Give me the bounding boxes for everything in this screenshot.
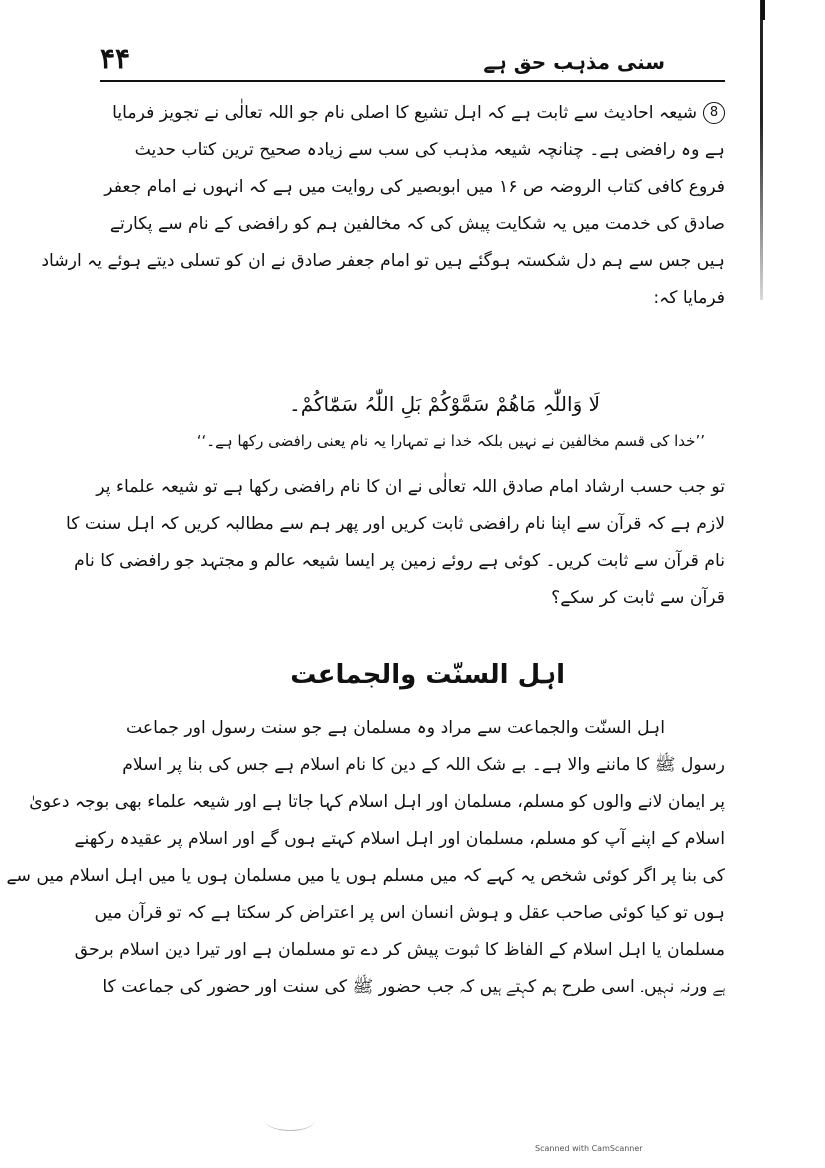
section-2-paragraph (65, 470, 725, 618)
text-line: کی بنا پر اگر کوئی شخص یہ کہے کہ میں مسلم ہوں یا میں مسلمان ہوں یا میں اہل اسلام میں سے (6, 866, 725, 886)
text-line: تو جب حسب ارشاد امام صادق اللہ تعالٰی نے ان کا نام رافضی رکھا ہے تو شیعہ علماء پر (96, 477, 725, 497)
text-line: 8شیعہ احادیث سے ثابت ہے کہ اہل تشیع کا اصلی نام جو اللہ تعالٰی نے تجویز فرمایا (100, 95, 725, 132)
scanner-watermark: Scanned with CamScanner (535, 1144, 643, 1153)
text-line: نام قرآن سے ثابت کریں۔ کوئی ہے روئے زمین پر ایسا شیعہ عالم و مجتہد جو رافضی کا نام (74, 551, 725, 571)
page-number: ۴۴ (100, 42, 131, 75)
text-line: ہوں تو کیا کوئی صاحب عقل و ہوش انسان اس پر اعتراض کر سکتا ہے کہ تو قرآن میں (94, 903, 725, 923)
section-3-paragraph (6, 710, 725, 1006)
text-line: مسلمان یا اہل اسلام کے الفاظ کا ثبوت پیش کر دے تو مسلمان ہے اور تیرا دین اسلام برحق (74, 940, 725, 960)
scan-artifact-arc (265, 1110, 315, 1131)
text-line: لازم ہے کہ قرآن سے اپنا نام رافضی ثابت کریں اور پھر ہم سے مطالبہ کریں کہ اہل سنت کا (65, 514, 725, 534)
text-line: فرمایا کہ: (653, 288, 725, 308)
arabic-quotation: لَا وَاللّٰہِ مَاھُمْ سَمَّوْکُمْ بَلِ اللّٰہُ سَمّٰاکُمْ۔ (288, 392, 600, 416)
text-line: صادق کی خدمت میں یہ شکایت پیش کی کہ مخالفین ہم کو رافضی کے نام سے پکارتے (109, 214, 725, 234)
scan-edge-mark-top (761, 0, 765, 20)
text-line: رسول ﷺ کا ماننے والا ہے۔ بے شک اللہ کے دین کا نام اسلام ہے جس کی بنا پر اسلام (122, 755, 725, 775)
section-heading: اہل السنّت والجماعت (290, 660, 565, 690)
item-number-badge: 8 (703, 102, 725, 124)
text-line: فروع کافی کتاب الروضہ ص ۱۶ میں ابوبصیر کی روایت میں ہے کہ انہوں نے امام جعفر (104, 177, 725, 197)
text-line: اہل السنّت والجماعت سے مراد وہ مسلمان ہے جو سنت رسول اور جماعت (125, 718, 665, 738)
text-line: ہے وہ رافضی ہے۔ چنانچہ شیعہ مذہب کی سب سے زیادہ صحیح ترین کتاب حدیث (134, 140, 725, 160)
text-line: ہے ورنہ نہیں۔ اسی طرح ہم کہتے ہیں کہ جب حضور ﷺ کی سنت اور حضور کی جماعت کا (102, 977, 725, 997)
running-title: سنی مذہب حق ہے (483, 50, 665, 74)
text-line: اسلام کے اپنے آپ کو مسلم، مسلمان اور اہل اسلام کہتے ہوں گے اور اسلام پر عقیدہ رکھنے (74, 829, 725, 849)
text-line: ہیں جس سے ہم دل شکستہ ہوگئے ہیں تو امام جعفر صادق نے ان کو تسلی دیتے ہوئے یہ ارشاد (41, 251, 725, 271)
text-line: قرآن سے ثابت کر سکے؟ (551, 588, 725, 608)
quotation-translation: ’’خدا کی قسم مخالفین نے نہیں بلکہ خدا نے تمہارا یہ نام یعنی رافضی رکھا ہے۔‘‘ (196, 432, 705, 450)
text-line: پر ایمان لانے والوں کو مسلم، مسلمان اور اہل اسلام کہا جاتا ہے اور شیعہ علماء بھی بوجہ دعویٰ (29, 792, 725, 812)
scan-edge-mark (760, 0, 763, 300)
header-rule (100, 80, 725, 82)
section-1-paragraph (41, 95, 725, 317)
